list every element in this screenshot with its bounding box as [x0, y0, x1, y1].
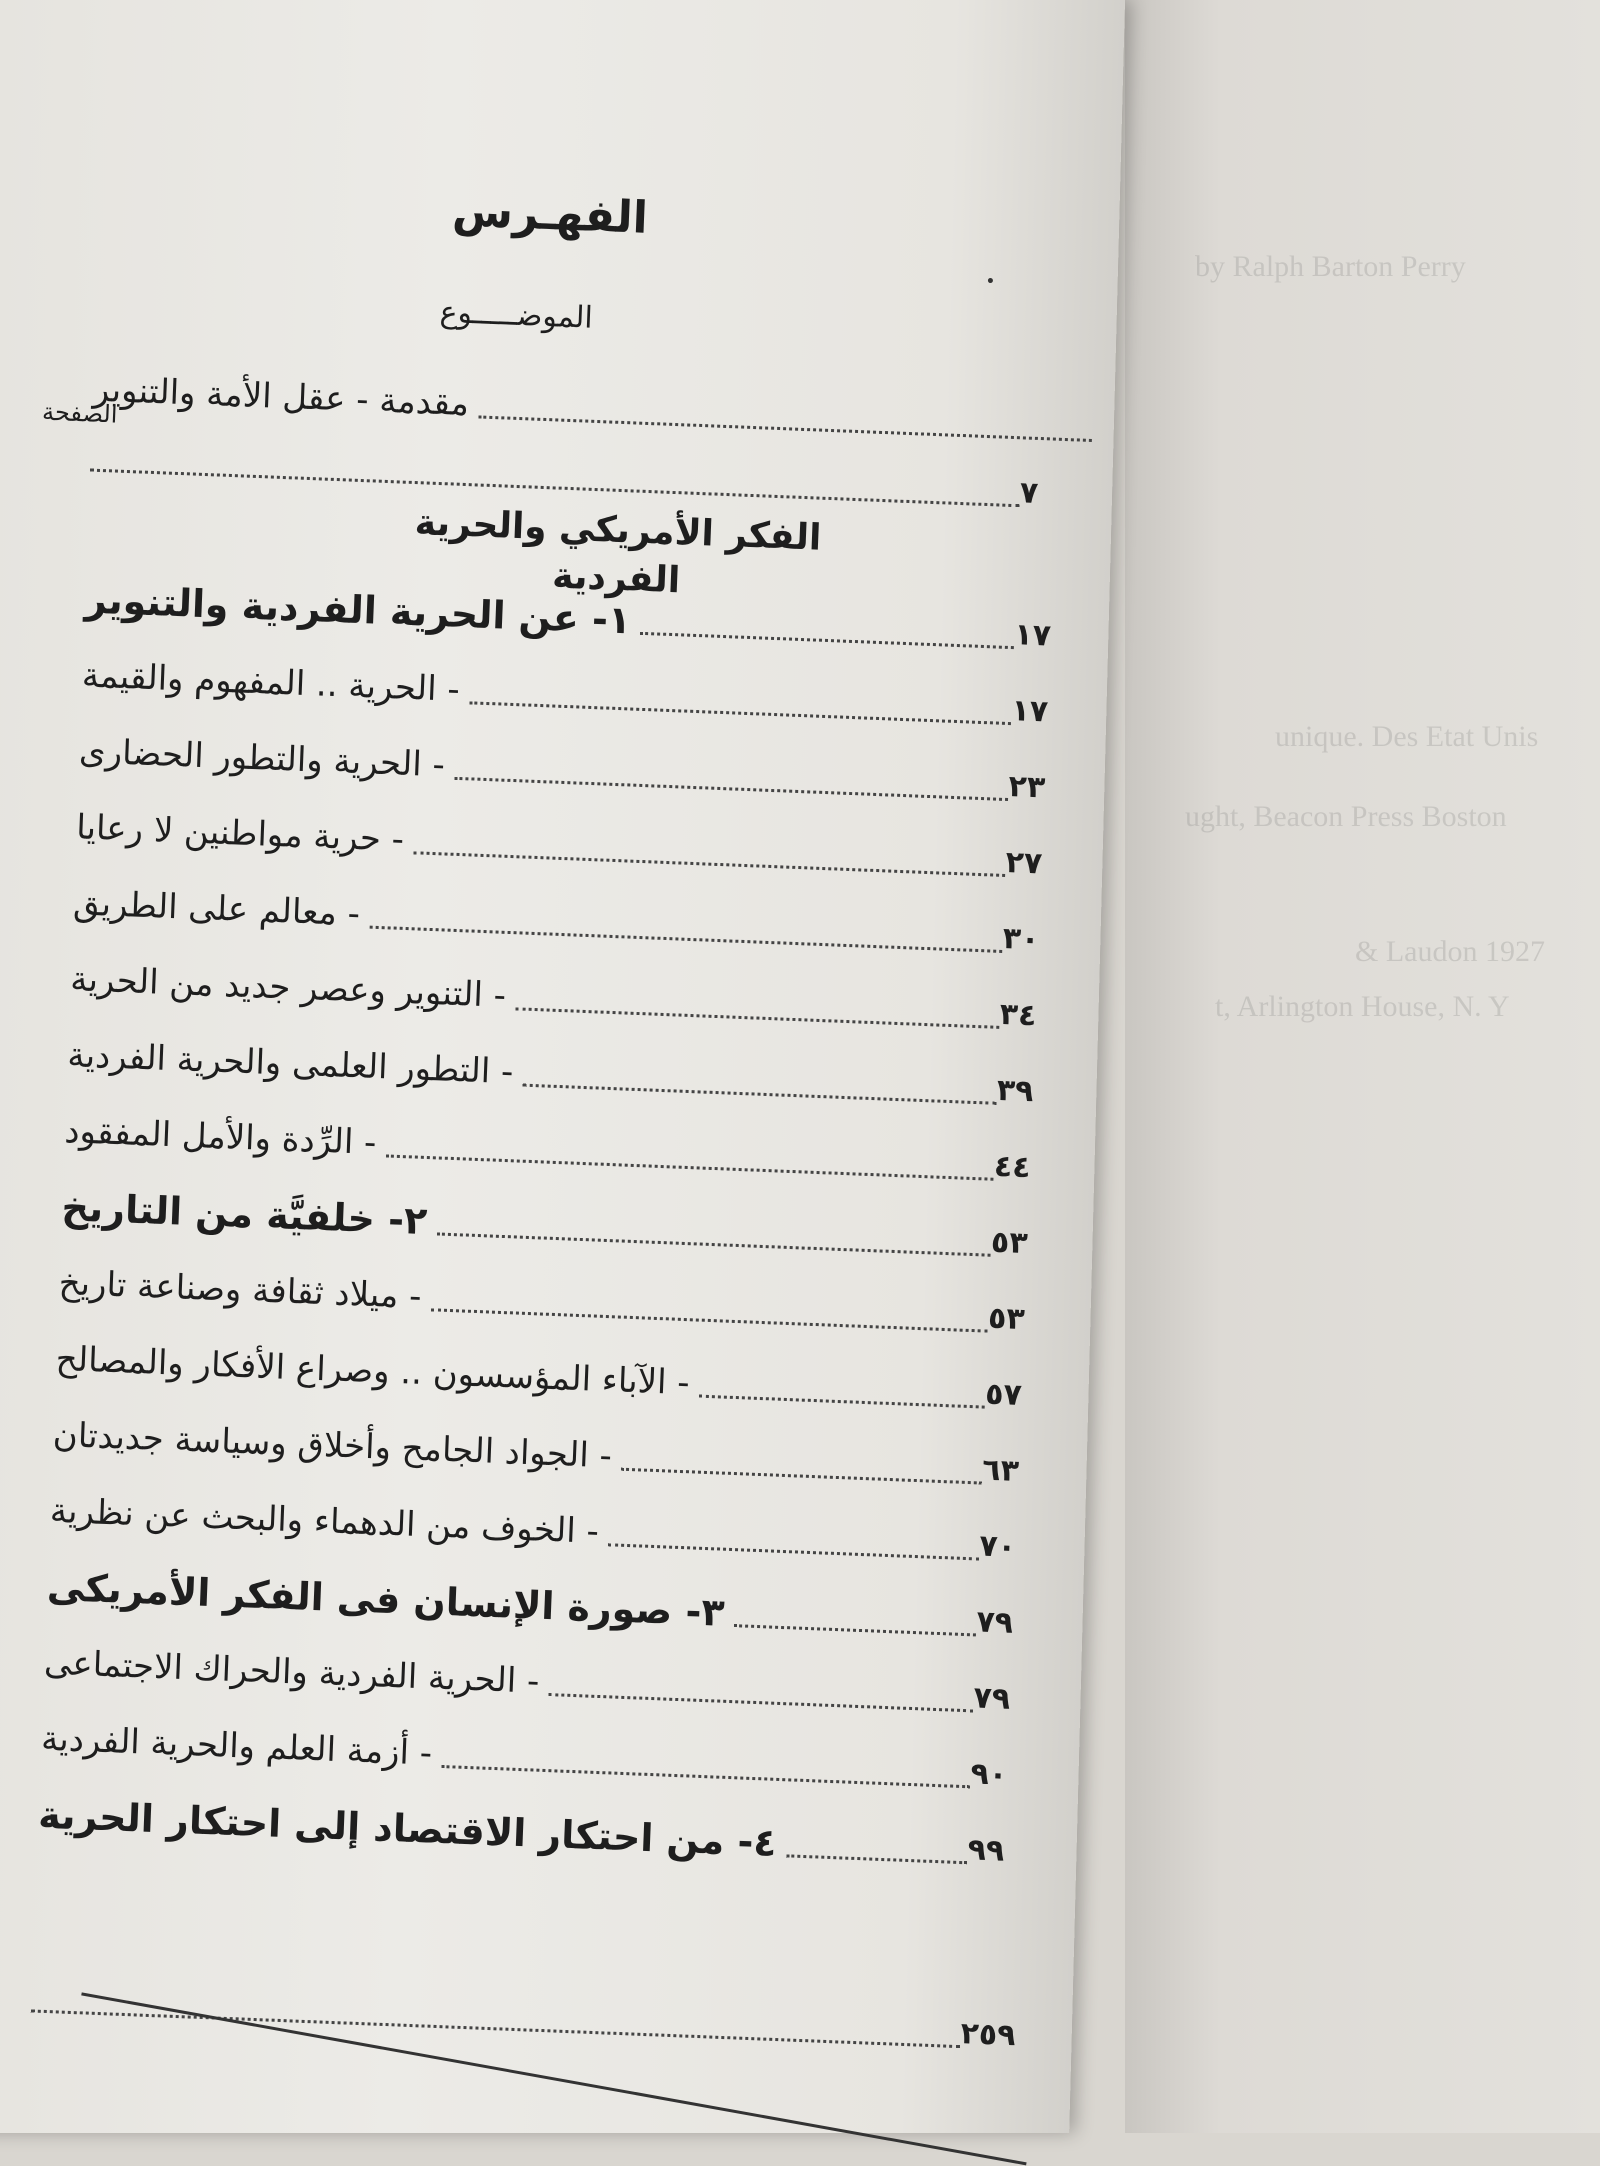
toc-entry-label: ٤- من احتكار الاقتصاد إلى احتكار الحرية — [37, 1792, 778, 1865]
toc-entry-label: مقدمة - عقل الأمة والتنوير — [92, 369, 470, 425]
toc-entry-label: ٣- صورة الإنسان فى الفكر الأمريكى — [46, 1564, 726, 1635]
toc-entry-page: ١٧ — [1013, 617, 1052, 654]
facing-page-line: by Ralph Barton Perry — [1195, 250, 1466, 283]
toc-entry — [48, 1255, 1059, 1350]
facing-page-line: t, Arlington House, N. Y — [1215, 990, 1510, 1023]
dot-leader — [369, 926, 1002, 953]
dot-leader — [90, 469, 1019, 508]
dot-leader — [31, 2009, 960, 2048]
dot-leader — [437, 1232, 991, 1256]
toc-entry — [54, 1103, 1065, 1198]
dot-leader — [442, 1765, 971, 1788]
dot-leader — [786, 1854, 967, 1864]
toc-entry-label: - حرية مواطنين لا رعايا — [75, 807, 405, 860]
dot-leader — [515, 1007, 999, 1029]
dot-leader — [641, 632, 1014, 649]
toc-entry-label: - التطور العلمى والحرية الفردية — [66, 1035, 515, 1093]
dot-leader — [699, 1395, 985, 1409]
toc-entry — [36, 1558, 1047, 1653]
dot-leader — [621, 1468, 982, 1485]
toc-entry-page: ٣٠ — [1002, 920, 1040, 958]
toc-entry-page: ٧٠ — [978, 1528, 1017, 1565]
dot-leader — [413, 851, 1005, 877]
toc-entry-label: - الخوف من الدهماء والبحث عن نظرية — [49, 1490, 600, 1552]
toc-entry — [30, 1710, 1041, 1805]
toc-entry-page: ٥٣ — [990, 1224, 1029, 1262]
toc-entry-label: - الحرية والتطور الحضارى — [78, 731, 446, 786]
toc-entry — [45, 1331, 1056, 1426]
toc-entry-page: ٢٧ — [1004, 845, 1043, 882]
dot-leader — [549, 1693, 973, 1712]
toc-entry-label: - التنوير وعصر جديد من الحرية — [69, 959, 507, 1016]
toc-entry-label: - معالم على الطريق — [72, 883, 361, 935]
toc-entry-label: - أزمة العلم والحرية الفردية — [40, 1718, 433, 1774]
toc-entry-page: ٣٤ — [999, 996, 1038, 1034]
facing-page-line: unique. Des Etat Unis — [1275, 720, 1539, 753]
page-title: الفهـرس — [451, 185, 649, 244]
toc-entry-page: ٩٠ — [969, 1756, 1008, 1793]
column-header-page: الصفحة — [41, 397, 118, 429]
toc-entry-page: ٢٣ — [1007, 769, 1046, 806]
toc-entry — [51, 1179, 1062, 1274]
toc-entry — [56, 1027, 1067, 1122]
section-heading: الفكر الأمريكي والحرية الفردية — [414, 502, 823, 602]
dot-leader — [523, 1084, 997, 1105]
toc-entry-page: ٥٧ — [984, 1376, 1023, 1414]
toc-entry-page: ٥٣ — [987, 1300, 1026, 1338]
toc-entry-label: - الحرية .. المفهوم والقيمة — [81, 655, 461, 710]
dot-leader — [734, 1624, 976, 1636]
toc-entry-page: ٩٩ — [967, 1832, 1005, 1869]
toc-entry — [71, 647, 1082, 742]
toc-entry — [39, 1482, 1050, 1577]
toc-entry-page: ٧ — [1019, 475, 1039, 511]
dot-leader — [479, 415, 1092, 442]
dot-leader — [469, 701, 1011, 725]
toc-entry-page: ٤٤ — [993, 1148, 1032, 1186]
stray-dot — [988, 278, 993, 283]
toc-entry-page: ١٧ — [1010, 693, 1049, 730]
toc-entry-page: ٣٩ — [996, 1072, 1035, 1110]
toc-entry-label: - الحرية الفردية والحراك الاجتماعى — [43, 1642, 541, 1702]
toc-entry — [65, 799, 1076, 894]
toc-entry-page: ٧٩ — [975, 1604, 1014, 1641]
dot-leader — [431, 1308, 988, 1332]
toc-entry-page: ٦٣ — [981, 1452, 1020, 1489]
toc-entry — [42, 1406, 1053, 1501]
toc-entry — [33, 1634, 1044, 1729]
toc-entry — [27, 1786, 1038, 1881]
toc-entry-label: - الرِّدة والأمل المفقود — [63, 1111, 378, 1164]
column-header-topic: الموضـــــوع — [439, 294, 594, 336]
toc-entry-page: ٢٥٩ — [959, 2016, 1017, 2054]
toc-entry-label: - الآباء المؤسسون .. وصراع الأفكار والمصالح — [55, 1338, 691, 1404]
toc-entry-label: - الجواد الجامح وأخلاق وسياسة جديدتان — [52, 1414, 613, 1477]
toc-entry-label: ١- عن الحرية الفردية والتنوير — [84, 577, 632, 643]
toc-entry — [68, 723, 1079, 818]
toc-extra-page-row — [20, 1970, 1031, 2065]
facing-page-line: & Laudon 1927 — [1355, 935, 1545, 968]
dot-leader — [386, 1154, 994, 1180]
dot-leader — [454, 777, 1008, 801]
dot-leader — [608, 1543, 979, 1560]
facing-page — [1125, 0, 1600, 2133]
toc-entry-page: ٧٩ — [972, 1680, 1011, 1717]
toc-entry — [62, 875, 1073, 970]
facing-page-line: ught, Beacon Press Boston — [1185, 800, 1507, 833]
toc-entry-label: - ميلاد ثقافة وصناعة تاريخ — [58, 1262, 423, 1317]
toc-entry — [59, 951, 1070, 1046]
toc-entry-label: ٢- خلفيَّة من التاريخ — [60, 1185, 429, 1244]
